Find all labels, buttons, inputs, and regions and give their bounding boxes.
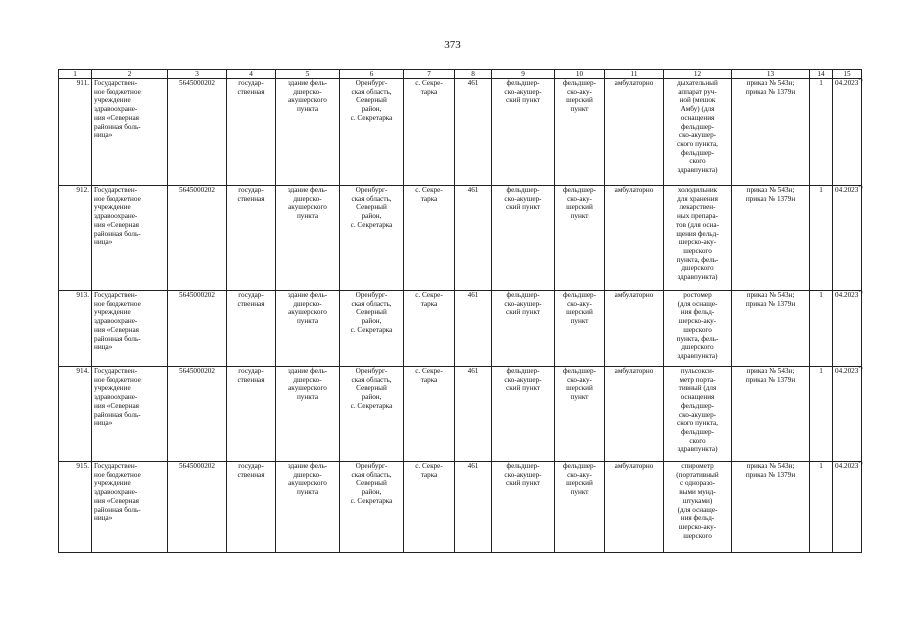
col-header: 14: [810, 70, 833, 79]
unit-type: фельдшер- ско-акушер- ский пункт: [492, 367, 555, 462]
equipment-table: [58, 69, 862, 553]
institution-name: Государствен- ное бюджетное учреждение здравоохране- ния «Северная районная боль- ница»: [92, 462, 168, 553]
quantity: 1: [810, 79, 833, 186]
footnote-mark: *): [858, 461, 863, 467]
institution-name: Государствен- ное бюджетное учреждение здравоохране- ния «Северная районная боль- ница»: [92, 186, 168, 291]
oktmo-code: 5645000202: [168, 367, 227, 462]
population: 461: [455, 186, 492, 291]
table-row: [59, 186, 862, 291]
settlement: с. Секре- тарка: [404, 367, 455, 462]
col-header: 15: [833, 70, 862, 79]
row-number: 913.: [59, 291, 92, 367]
date-value: 04.2023: [835, 367, 859, 375]
order-reference: приказ № 543н; приказ № 1379н: [732, 367, 810, 462]
care-conditions: амбулаторно: [605, 291, 664, 367]
quantity: 1: [810, 462, 833, 553]
row-number: 915.: [59, 462, 92, 553]
col-header: 3: [168, 70, 227, 79]
table-row: [59, 462, 862, 553]
subdivision: фельдшер- ско-аку- шерский пункт: [555, 186, 605, 291]
care-conditions: амбулаторно: [605, 186, 664, 291]
order-reference: приказ № 543н; приказ № 1379н: [732, 291, 810, 367]
table-row: [59, 367, 862, 462]
unit-type: фельдшер- ско-акушер- ский пункт: [492, 291, 555, 367]
institution-name: Государствен- ное бюджетное учреждение здравоохране- ния «Северная районная боль- ница»: [92, 291, 168, 367]
building-name: здание фель- дшерско- акушерского пункта: [276, 291, 340, 367]
equipment-name: холодильник для хранения лекарствен- ных препара- тов (для осна- щения фельд- шерско-аку- шерского пункта, фель- дшерского здравпункта): [664, 186, 732, 291]
col-header: 7: [404, 70, 455, 79]
quantity: 1: [810, 367, 833, 462]
col-header: 8: [455, 70, 492, 79]
oktmo-code: 5645000202: [168, 462, 227, 553]
date-cell: [833, 462, 862, 553]
col-header: 13: [732, 70, 810, 79]
address: Оренбург- ская область, Северный район, с. Секретарка: [340, 186, 404, 291]
building-name: здание фель- дшерско- акушерского пункта: [276, 186, 340, 291]
equipment-name: дыхательный аппарат руч- ной (мешок Амбу) (для оснащения фельдшер- ско-акушер- ского пункта, фельдшер- ского здравпункта): [664, 79, 732, 186]
col-header: 6: [340, 70, 404, 79]
unit-type: фельдшер- ско-акушер- ский пункт: [492, 462, 555, 553]
subdivision: фельдшер- ско-аку- шерский пункт: [555, 462, 605, 553]
ownership-form: государ- ственная: [227, 367, 276, 462]
building-name: здание фель- дшерско- акушерского пункта: [276, 367, 340, 462]
quantity: 1: [810, 186, 833, 291]
population: 461: [455, 462, 492, 553]
col-header: 12: [664, 70, 732, 79]
date-value: 04.2023: [835, 186, 859, 194]
footnote-mark: *): [858, 366, 863, 372]
order-reference: приказ № 543н; приказ № 1379н: [732, 462, 810, 553]
footnote-mark: *): [858, 290, 863, 296]
footnote-mark: *): [858, 185, 863, 191]
institution-name: Государствен- ное бюджетное учреждение здравоохране- ния «Северная районная боль- ница»: [92, 367, 168, 462]
care-conditions: амбулаторно: [605, 367, 664, 462]
institution-name: Государствен- ное бюджетное учреждение здравоохране- ния «Северная районная боль- ница»: [92, 79, 168, 186]
header-row: [59, 70, 862, 79]
col-header: 9: [492, 70, 555, 79]
col-header: 10: [555, 70, 605, 79]
equipment-name: спирометр (портативный с одноразо- выми мунд- штуками) (для оснаще- ния фельд- шерско-аку- шерского: [664, 462, 732, 553]
settlement: с. Секре- тарка: [404, 186, 455, 291]
page-number: 373: [444, 39, 461, 51]
population: 461: [455, 79, 492, 186]
building-name: здание фель- дшерско- акушерского пункта: [276, 79, 340, 186]
settlement: с. Секре- тарка: [404, 462, 455, 553]
population: 461: [455, 367, 492, 462]
ownership-form: государ- ственная: [227, 291, 276, 367]
subdivision: фельдшер- ско-аку- шерский пункт: [555, 367, 605, 462]
subdivision: фельдшер- ско-аку- шерский пункт: [555, 291, 605, 367]
footnote-mark: *): [858, 78, 863, 84]
population: 461: [455, 291, 492, 367]
address: Оренбург- ская область, Северный район, с. Секретарка: [340, 291, 404, 367]
order-reference: приказ № 543н; приказ № 1379н: [732, 186, 810, 291]
date-cell: [833, 186, 862, 291]
col-header: 2: [92, 70, 168, 79]
col-header: 11: [605, 70, 664, 79]
address: Оренбург- ская область, Северный район, с. Секретарка: [340, 79, 404, 186]
subdivision: фельдшер- ско-аку- шерский пункт: [555, 79, 605, 186]
settlement: с. Секре- тарка: [404, 79, 455, 186]
table-row: [59, 79, 862, 186]
ownership-form: государ- ственная: [227, 79, 276, 186]
ownership-form: государ- ственная: [227, 186, 276, 291]
oktmo-code: 5645000202: [168, 291, 227, 367]
date-cell: [833, 367, 862, 462]
col-header: 1: [59, 70, 92, 79]
unit-type: фельдшер- ско-акушер- ский пункт: [492, 79, 555, 186]
order-reference: приказ № 543н; приказ № 1379н: [732, 79, 810, 186]
building-name: здание фель- дшерско- акушерского пункта: [276, 462, 340, 553]
quantity: 1: [810, 291, 833, 367]
oktmo-code: 5645000202: [168, 79, 227, 186]
row-number: 914.: [59, 367, 92, 462]
settlement: с. Секре- тарка: [404, 291, 455, 367]
address: Оренбург- ская область, Северный район, с. Секретарка: [340, 462, 404, 553]
date-value: 04.2023: [835, 462, 859, 470]
col-header: 4: [227, 70, 276, 79]
equipment-name: ростомер (для оснаще- ния фельд- шерско-аку- шерского пункта, фель- дшерского здравпункта): [664, 291, 732, 367]
unit-type: фельдшер- ско-акушер- ский пункт: [492, 186, 555, 291]
row-number: 911.: [59, 79, 92, 186]
date-value: 04.2023: [835, 79, 859, 87]
ownership-form: государ- ственная: [227, 462, 276, 553]
date-cell: [833, 291, 862, 367]
col-header: 5: [276, 70, 340, 79]
care-conditions: амбулаторно: [605, 79, 664, 186]
oktmo-code: 5645000202: [168, 186, 227, 291]
care-conditions: амбулаторно: [605, 462, 664, 553]
row-number: 912.: [59, 186, 92, 291]
table-row: [59, 291, 862, 367]
date-value: 04.2023: [835, 291, 859, 299]
address: Оренбург- ская область, Северный район, с. Секретарка: [340, 367, 404, 462]
date-cell: [833, 79, 862, 186]
equipment-name: пульсокси- метр порта- тивный (для оснащения фельдшер- ско-акушер- ского пункта, фельдшер- ского здравпункта): [664, 367, 732, 462]
